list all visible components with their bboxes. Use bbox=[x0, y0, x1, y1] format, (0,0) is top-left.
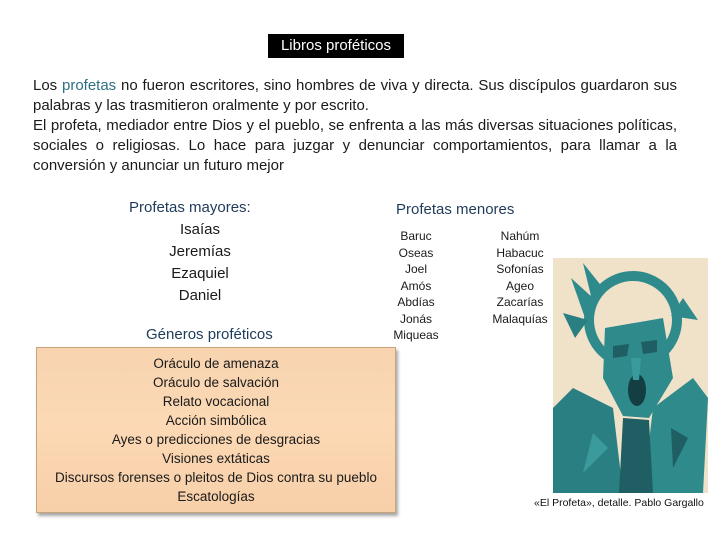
list-item: Ezaquiel bbox=[171, 265, 229, 282]
intro-paragraph-2: El profeta, mediador entre Dios y el pueblo, se enfrenta a las más diversas situaciones políticas, sociales o religiosas. Lo hace para juzgar y denunciar comportamientos, para llamar a la conversión y anunciar un futuro mejor bbox=[33, 117, 677, 174]
sculpture-illustration bbox=[553, 258, 708, 493]
list-item: Oráculo de salvación bbox=[152, 375, 280, 390]
photo-caption: «El Profeta», detalle. Pablo Gargallo bbox=[534, 497, 704, 509]
minor-prophets-list-1 bbox=[384, 228, 448, 344]
genres-heading: Géneros proféticos bbox=[146, 326, 273, 343]
list-item: Jeremías bbox=[169, 243, 231, 260]
list-item: Joel bbox=[404, 262, 427, 276]
list-item: Baruc bbox=[400, 229, 432, 243]
list-item: Malaquías bbox=[492, 311, 548, 326]
sculpture-photo bbox=[553, 258, 708, 493]
list-item: Sofonías bbox=[496, 262, 544, 276]
list-item: Relato vocacional bbox=[162, 394, 270, 409]
list-item: Abdías bbox=[397, 295, 435, 309]
minor-prophets-heading: Profetas menores bbox=[396, 201, 515, 218]
list-item: Habacuc bbox=[496, 245, 544, 260]
list-item: Isaías bbox=[179, 221, 221, 238]
list-item: Discursos forenses o pleitos de Dios contra su pueblo bbox=[55, 470, 377, 485]
list-item: Amós bbox=[400, 278, 432, 293]
list-item: Acción simbólica bbox=[165, 413, 267, 428]
list-item: Ageo bbox=[505, 278, 535, 293]
intro-paragraph-1: Los profetas no fueron escritores, sino hombres de viva y directa. Sus discípulos guardaron sus palabras y las trasmitieron oralmente y por escrito. bbox=[33, 77, 678, 114]
minor-prophets-list-2 bbox=[480, 228, 560, 327]
highlight-profetas: profetas bbox=[61, 77, 117, 94]
slide-title: Libros proféticos bbox=[268, 34, 404, 58]
list-item: Oráculo de amenaza bbox=[153, 356, 279, 371]
list-item: Escatologías bbox=[177, 489, 255, 504]
major-prophets-heading: Profetas mayores: bbox=[129, 199, 251, 216]
list-item: Daniel bbox=[178, 287, 222, 304]
genres-list bbox=[37, 354, 395, 506]
major-prophets-list bbox=[120, 219, 280, 307]
list-item: Ayes o predicciones de desgracias bbox=[111, 432, 321, 447]
list-item: Nahúm bbox=[500, 229, 540, 243]
list-item: Miqueas bbox=[393, 328, 439, 342]
list-item: Visiones extáticas bbox=[162, 451, 270, 466]
intro-text bbox=[33, 76, 677, 176]
list-item: Jonás bbox=[399, 311, 433, 326]
list-item: Oseas bbox=[398, 245, 434, 260]
genres-box bbox=[36, 347, 396, 513]
list-item: Zacarías bbox=[496, 295, 544, 309]
